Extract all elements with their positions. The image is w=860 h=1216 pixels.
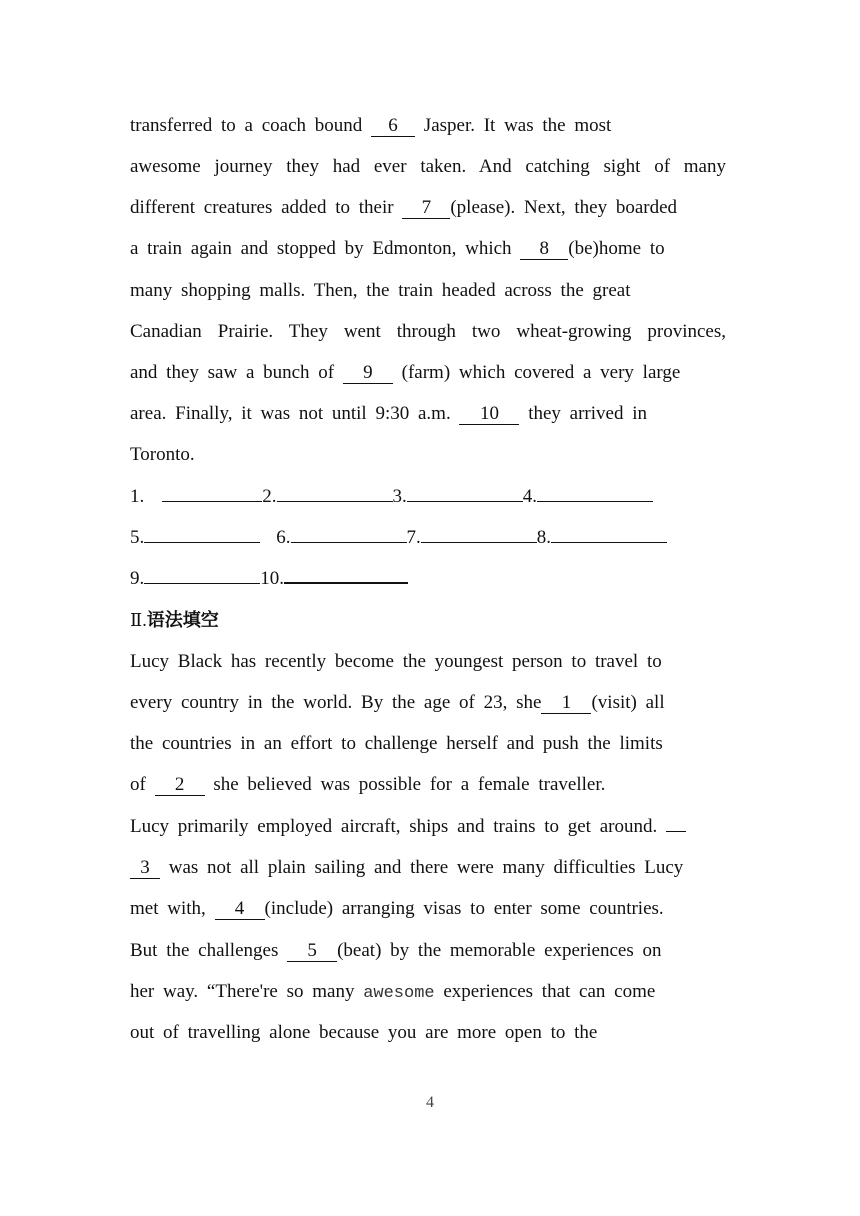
passage1-line-1: transferred to a coach bound 6 Jasper. It was the most — [130, 115, 612, 136]
passage1-line-2: awesome journey they had ever taken. And catching sight of many — [130, 156, 726, 177]
passage1-line-4: a train again and stopped by Edmonton, which 8 (be)home to — [130, 238, 665, 259]
answer-blank-9[interactable] — [144, 583, 260, 584]
grammar-blank-3-start[interactable] — [666, 831, 686, 832]
grammar-blank-4[interactable]: 4 — [215, 898, 265, 920]
grammar-blank-2[interactable]: 2 — [155, 774, 205, 796]
blank-9[interactable]: 9 — [343, 362, 393, 384]
answer-blank-3[interactable] — [407, 501, 523, 502]
passage1-line-8: area. Finally, it was not until 9:30 a.m. 10 they arrived in — [130, 403, 647, 424]
grammar-blank-5[interactable]: 5 — [287, 940, 337, 962]
answer-blank-2[interactable] — [277, 501, 393, 502]
page-number: 4 — [426, 1094, 434, 1111]
blank-7[interactable]: 7 — [402, 197, 450, 219]
answer-row-2: 5. 6. 7. 8. — [130, 526, 726, 550]
passage2-line-7: met with, 4 (include) arranging visas to enter some countries. — [130, 898, 664, 919]
answer-blank-10[interactable] — [284, 582, 408, 584]
grammar-blank-3[interactable]: 3 — [130, 857, 160, 879]
answer-blank-4[interactable] — [537, 501, 653, 502]
answer-blank-7[interactable] — [421, 542, 537, 543]
answer-row-1: 1. 2. 3. 4. — [130, 485, 726, 509]
passage2-line-4: of 2 she believed was possible for a female traveller. — [130, 774, 606, 795]
passage2-line-5: Lucy primarily employed aircraft, ships and trains to get around. — [130, 815, 726, 839]
passage2-line-1: Lucy Black has recently become the youngest person to travel to — [130, 651, 662, 672]
passage1-line-3: different creatures added to their 7 (please). Next, they boarded — [130, 197, 678, 218]
passage1-line-9: Toronto. — [130, 444, 195, 465]
passage1-line-6: Canadian Prairie. They went through two wheat-growing provinces, — [130, 321, 726, 342]
passage2-line-10: out of travelling alone because you are more open to the — [130, 1022, 598, 1043]
passage2-line-9: her way. “There're so many awesome experiences that can come — [130, 981, 656, 1003]
blank-6[interactable]: 6 — [371, 115, 415, 137]
answer-blank-5[interactable] — [144, 542, 260, 543]
section-heading: Ⅱ.语法填空 — [130, 610, 219, 631]
passage2-line-8: But the challenges 5 (beat) by the memorable experiences on — [130, 940, 662, 961]
answer-blank-6[interactable] — [291, 542, 407, 543]
passage2-line-2: every country in the world. By the age of 23, she 1 (visit) all — [130, 692, 665, 713]
blank-8[interactable]: 8 — [520, 238, 568, 260]
passage1-line-5: many shopping malls. Then, the train headed across the great — [130, 280, 631, 301]
passage2-line-6: 3 was not all plain sailing and there were many difficulties Lucy — [130, 856, 726, 880]
answer-blank-8[interactable] — [551, 542, 667, 543]
answer-blank-1[interactable] — [162, 501, 262, 502]
blank-10[interactable]: 10 — [459, 403, 519, 425]
passage1-line-7: and they saw a bunch of 9 (farm) which covered a very large — [130, 362, 681, 383]
answer-row-3: 9. 10. — [130, 567, 726, 591]
grammar-blank-1[interactable]: 1 — [541, 692, 591, 714]
passage2-line-3: the countries in an effort to challenge herself and push the limits — [130, 733, 663, 754]
